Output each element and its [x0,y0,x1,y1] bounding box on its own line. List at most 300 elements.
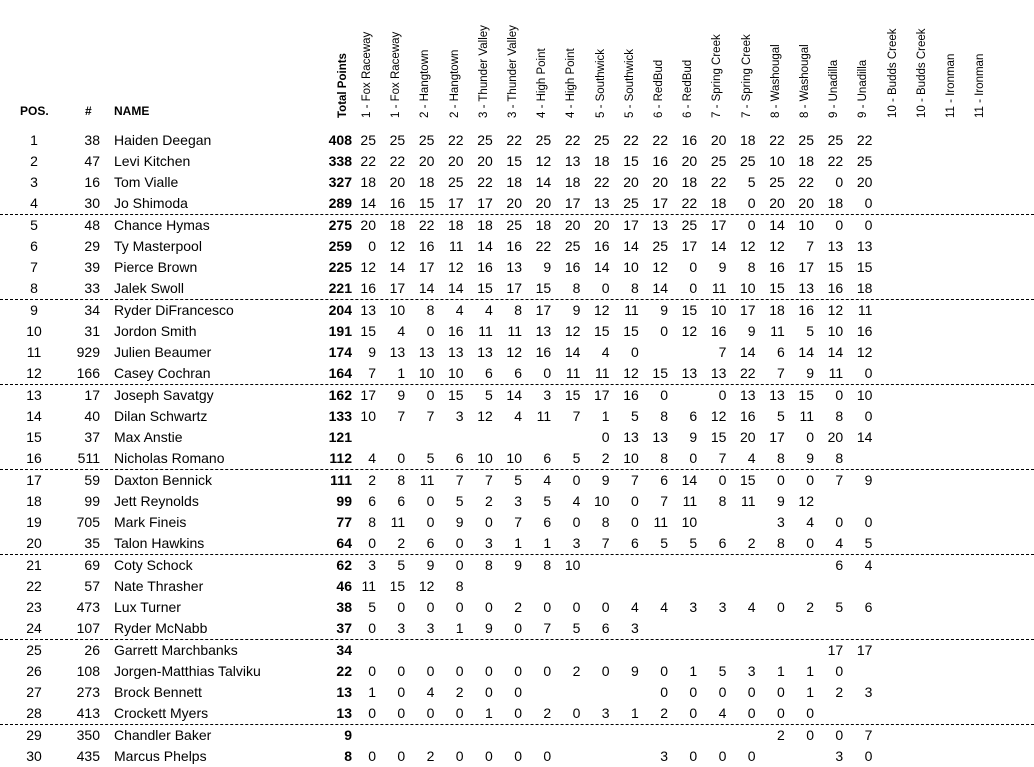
moto-score-cell: 9 [864,472,873,488]
position-cell: 24 [26,620,42,636]
position-cell: 26 [26,663,42,679]
moto-score-cell: 3 [485,535,493,551]
total-points-cell: 289 [328,195,352,211]
moto-score-cell: 6 [426,535,435,551]
rider-name-cell: Mark Fineis [114,514,187,530]
round-header: 2 - Hangtown [448,49,461,118]
moto-score-cell: 9 [455,514,464,530]
round-header: 8 - Washougal [769,44,782,118]
moto-score-cell: 0 [660,663,668,679]
moto-score-cell: 8 [572,280,581,296]
moto-score-cell: 17 [623,217,639,233]
moto-score-cell: 11 [565,365,581,381]
moto-score-cell: 0 [718,387,727,403]
moto-score-cell: 25 [827,132,844,148]
moto-score-cell: 16 [389,195,406,211]
moto-score-cell: 13 [827,238,844,254]
moto-score-cell: 20 [535,195,552,211]
moto-score-cell: 10 [477,450,493,466]
moto-score-cell: 0 [485,684,493,700]
moto-score-cell: 15 [389,578,406,594]
rider-number-cell: 59 [84,472,100,488]
round-header: 7 - Spring Creek [711,34,724,118]
moto-score-cell: 20 [477,153,493,169]
moto-score-cell: 9 [368,344,376,360]
moto-score-cell: 0 [660,323,668,339]
rider-name-cell: Jett Reynolds [114,493,199,509]
table-row [0,321,1034,342]
moto-score-cell: 5 [572,450,581,466]
moto-score-cell: 25 [448,174,464,190]
moto-score-cell: 17 [856,642,873,658]
moto-score-cell: 17 [798,259,814,275]
moto-score-cell: 25 [564,238,581,254]
rider-number-cell: 29 [84,238,100,254]
moto-score-cell: 6 [397,493,406,509]
moto-score-cell: 1 [397,365,406,381]
moto-score-cell: 8 [718,493,727,509]
moto-score-cell: 1 [806,663,814,679]
rider-number-cell: 107 [76,620,100,636]
moto-score-cell: 12 [652,259,668,275]
moto-score-cell: 5 [806,323,814,339]
moto-score-cell: 20 [798,195,814,211]
round-header: 6 - RedBud [682,59,695,118]
moto-score-cell: 0 [572,599,581,615]
moto-score-cell: 16 [827,280,844,296]
table-row [0,151,1034,172]
moto-score-cell: 9 [631,663,639,679]
moto-score-cell: 15 [448,387,464,403]
total-points-cell: 408 [328,132,352,148]
moto-score-cell: 25 [652,238,668,254]
moto-score-cell: 8 [601,514,610,530]
moto-score-cell: 22 [360,153,376,169]
total-points-cell: 164 [328,365,352,381]
round-header: 5 - Southwick [594,48,607,118]
moto-score-cell: 1 [368,684,376,700]
moto-score-cell: 9 [747,323,756,339]
total-points-header: Total Points [337,53,349,118]
moto-score-cell: 12 [477,408,493,424]
moto-score-cell: 11 [711,280,727,296]
total-points-cell: 46 [336,578,352,594]
round-header: 1 - Fox Raceway [361,31,373,118]
moto-score-cell: 17 [594,387,610,403]
moto-score-cell: 4 [660,599,668,615]
position-cell: 22 [26,578,42,594]
moto-score-cell: 14 [710,238,727,254]
moto-score-cell: 12 [856,344,873,360]
moto-score-cell: 15 [827,259,844,275]
rider-name-cell: Marcus Phelps [114,748,207,764]
moto-score-cell: 9 [426,557,435,573]
rider-name-cell: Casey Cochran [114,365,211,381]
moto-score-cell: 0 [397,684,406,700]
table-row [0,257,1034,278]
moto-score-cell: 16 [652,153,668,169]
total-points-cell: 13 [336,684,352,700]
moto-score-cell: 4 [601,344,610,360]
moto-score-cell: 25 [769,174,785,190]
rider-number-cell: 30 [84,195,100,211]
name-header: NAME [114,104,150,118]
moto-score-cell: 8 [397,472,406,488]
rider-number-cell: 37 [84,429,100,445]
moto-score-cell: 25 [681,217,698,233]
moto-score-cell: 11 [770,323,785,339]
position-cell: 7 [30,259,38,275]
table-row [0,703,1034,725]
moto-score-cell: 0 [514,620,522,636]
moto-score-cell: 4 [426,684,435,700]
moto-score-cell: 0 [835,514,844,530]
moto-score-cell: 6 [485,365,493,381]
moto-score-cell: 3 [368,557,376,573]
moto-score-cell: 0 [514,684,522,700]
moto-score-cell: 16 [798,302,814,318]
total-points-cell: 9 [344,727,352,743]
moto-score-cell: 20 [652,174,668,190]
moto-score-cell: 6 [864,599,873,615]
moto-score-cell: 18 [448,217,464,233]
table-row [0,725,1034,746]
rider-name-cell: Coty Schock [114,557,193,573]
position-cell: 11 [26,344,42,360]
moto-score-cell: 0 [368,705,376,721]
moto-score-cell: 2 [835,684,844,700]
moto-score-cell: 20 [623,174,639,190]
moto-score-cell: 5 [689,535,698,551]
rider-number-cell: 31 [84,323,100,339]
moto-score-cell: 15 [710,429,727,445]
moto-score-cell: 12 [594,302,610,318]
moto-score-cell: 8 [777,450,785,466]
rider-number-cell: 33 [84,280,100,296]
total-points-cell: 8 [344,748,352,764]
moto-score-cell: 0 [864,408,873,424]
round-header: 9 - Unadilla [828,59,841,118]
moto-score-cell: 8 [631,280,639,296]
position-cell: 4 [30,195,38,211]
moto-score-cell: 0 [514,663,522,679]
moto-score-cell: 2 [485,493,493,509]
position-cell: 14 [26,408,42,424]
moto-score-cell: 3 [864,684,873,700]
rider-name-cell: Jorgen-Matthias Talviku [114,663,261,679]
moto-score-cell: 0 [806,727,814,743]
moto-score-cell: 22 [389,153,406,169]
moto-score-cell: 12 [740,238,756,254]
moto-score-cell: 25 [798,132,814,148]
moto-score-cell: 8 [777,535,785,551]
moto-score-cell: 3 [835,748,844,764]
moto-score-cell: 20 [360,217,376,233]
moto-score-cell: 2 [777,727,785,743]
rider-name-cell: Chance Hymas [114,217,210,233]
moto-score-cell: 14 [856,429,873,445]
rider-name-cell: Tom Vialle [114,174,179,190]
moto-score-cell: 22 [740,365,756,381]
moto-score-cell: 20 [506,195,522,211]
moto-score-cell: 20 [594,217,610,233]
moto-score-cell: 0 [747,217,756,233]
pos-header: POS. [20,104,49,118]
moto-score-cell: 12 [389,238,406,254]
round-header: 2 - Hangtown [419,49,432,118]
position-cell: 17 [26,472,42,488]
moto-score-cell: 17 [360,387,376,403]
moto-score-cell: 12 [798,493,814,509]
moto-score-cell: 14 [769,217,785,233]
moto-score-cell: 7 [485,472,493,488]
moto-score-cell: 14 [594,259,610,275]
moto-score-cell: 10 [798,217,814,233]
moto-score-cell: 4 [485,302,493,318]
table-row [0,342,1034,363]
rider-number-cell: 35 [84,535,100,551]
moto-score-cell: 7 [806,238,814,254]
moto-score-cell: 0 [455,599,464,615]
moto-score-cell: 0 [485,663,493,679]
moto-score-cell: 1 [777,663,785,679]
moto-score-cell: 7 [543,620,552,636]
moto-score-cell: 11 [799,408,814,424]
moto-score-cell: 3 [572,535,581,551]
table-row [0,427,1034,448]
moto-score-cell: 1 [806,684,814,700]
moto-score-cell: 15 [623,323,639,339]
position-cell: 2 [30,153,38,169]
moto-score-cell: 0 [368,535,376,551]
moto-score-cell: 22 [798,174,814,190]
moto-score-cell: 7 [397,408,406,424]
moto-score-cell: 0 [426,323,435,339]
moto-score-cell: 0 [397,450,406,466]
total-points-cell: 133 [328,408,352,424]
table-row [0,215,1034,236]
moto-score-cell: 20 [710,132,727,148]
moto-score-cell: 14 [535,174,552,190]
rider-number-cell: 38 [84,132,100,148]
moto-score-cell: 20 [564,217,581,233]
moto-score-cell: 11 [536,408,552,424]
table-row [0,512,1034,533]
moto-score-cell: 10 [418,365,435,381]
moto-score-cell: 4 [368,450,376,466]
moto-score-cell: 0 [397,599,406,615]
rider-number-cell: 350 [76,727,100,743]
moto-score-cell: 4 [455,302,464,318]
moto-score-cell: 22 [710,174,727,190]
rider-number-cell: 57 [84,578,100,594]
moto-score-cell: 8 [514,302,522,318]
position-cell: 21 [26,557,42,573]
moto-score-cell: 6 [777,344,785,360]
total-points-cell: 111 [330,472,352,488]
total-points-cell: 112 [329,450,352,466]
moto-score-cell: 0 [368,748,376,764]
position-cell: 12 [26,365,42,381]
table-row [0,661,1034,682]
moto-score-cell: 22 [535,238,552,254]
moto-score-cell: 18 [594,153,610,169]
rider-name-cell: Nate Thrasher [114,578,204,594]
moto-score-cell: 3 [426,620,435,636]
moto-score-cell: 0 [747,684,756,700]
moto-score-cell: 22 [827,153,844,169]
moto-score-cell: 13 [360,302,376,318]
moto-score-cell: 4 [514,408,522,424]
rider-name-cell: Daxton Bennick [114,472,213,488]
rider-number-cell: 39 [84,259,100,275]
moto-score-cell: 8 [660,450,668,466]
moto-score-cell: 0 [835,387,844,403]
moto-score-cell: 10 [594,493,610,509]
moto-score-cell: 13 [535,323,552,339]
rider-name-cell: Nicholas Romano [114,450,225,466]
moto-score-cell: 12 [506,344,522,360]
moto-score-cell: 11 [449,238,464,254]
moto-score-cell: 3 [455,408,464,424]
moto-score-cell: 0 [747,748,756,764]
position-cell: 8 [30,280,38,296]
moto-score-cell: 17 [564,195,581,211]
moto-score-cell: 25 [594,132,610,148]
total-points-cell: 225 [328,259,352,275]
moto-score-cell: 7 [864,727,873,743]
moto-score-cell: 5 [368,599,376,615]
moto-score-cell: 14 [740,344,756,360]
moto-score-cell: 4 [747,599,756,615]
moto-score-cell: 9 [806,365,814,381]
table-row [0,406,1034,427]
moto-score-cell: 25 [740,153,756,169]
moto-score-cell: 11 [361,578,376,594]
position-cell: 29 [26,727,42,743]
table-row [0,385,1034,406]
moto-score-cell: 13 [769,387,785,403]
moto-score-cell: 11 [653,514,668,530]
moto-score-cell: 18 [856,280,873,296]
moto-score-cell: 3 [747,663,756,679]
moto-score-cell: 10 [506,450,522,466]
moto-score-cell: 13 [652,429,668,445]
moto-score-cell: 17 [418,259,435,275]
moto-score-cell: 7 [777,365,785,381]
moto-score-cell: 7 [631,472,639,488]
position-cell: 6 [30,238,38,254]
moto-score-cell: 15 [477,280,493,296]
moto-score-cell: 6 [718,535,727,551]
moto-score-cell: 16 [710,323,727,339]
moto-score-cell: 0 [543,748,552,764]
round-header: 6 - RedBud [653,59,665,118]
moto-score-cell: 16 [740,408,756,424]
rider-number-cell: 47 [84,153,100,169]
moto-score-cell: 0 [426,387,435,403]
moto-score-cell: 0 [864,748,873,764]
moto-score-cell: 22 [623,132,639,148]
standings-table [0,130,1034,767]
moto-score-cell: 12 [564,323,581,339]
moto-score-cell: 9 [514,557,522,573]
rider-number-cell: 17 [84,387,100,403]
moto-score-cell: 0 [368,620,376,636]
position-cell: 16 [26,450,42,466]
total-points-cell: 99 [336,493,352,509]
moto-score-cell: 15 [418,195,435,211]
moto-score-cell: 0 [543,365,552,381]
table-row [0,491,1034,512]
total-points-cell: 259 [328,238,352,254]
moto-score-cell: 13 [448,344,464,360]
moto-score-cell: 5 [718,663,727,679]
moto-score-cell: 15 [652,365,668,381]
moto-score-cell: 12 [360,259,376,275]
moto-score-cell: 0 [455,705,464,721]
moto-score-cell: 14 [652,280,668,296]
moto-score-cell: 10 [623,259,639,275]
moto-score-cell: 0 [718,684,727,700]
moto-score-cell: 16 [564,259,581,275]
moto-score-cell: 3 [777,514,785,530]
moto-score-cell: 15 [564,387,581,403]
rider-number-cell: 99 [84,493,100,509]
moto-score-cell: 20 [418,153,435,169]
moto-score-cell: 10 [623,450,639,466]
moto-score-cell: 16 [681,132,698,148]
moto-score-cell: 6 [543,514,552,530]
moto-score-cell: 2 [543,705,552,721]
total-points-cell: 121 [328,429,352,445]
moto-score-cell: 0 [455,663,464,679]
moto-score-cell: 5 [747,174,756,190]
moto-score-cell: 0 [455,535,464,551]
position-cell: 18 [26,493,42,509]
moto-score-cell: 7 [660,493,668,509]
moto-score-cell: 17 [652,195,668,211]
moto-score-cell: 22 [652,132,668,148]
round-header: 9 - Unadilla [857,59,870,118]
rider-name-cell: Julien Beaumer [114,344,212,360]
moto-score-cell: 0 [747,705,756,721]
moto-score-cell: 5 [426,450,435,466]
moto-score-cell: 10 [856,387,873,403]
moto-score-cell: 0 [631,514,639,530]
position-cell: 25 [26,642,42,658]
moto-score-cell: 15 [360,323,376,339]
moto-score-cell: 12 [769,238,785,254]
position-cell: 28 [26,705,42,721]
moto-score-cell: 9 [777,493,785,509]
moto-score-cell: 4 [864,557,873,573]
total-points-cell: 327 [328,174,352,190]
moto-score-cell: 0 [689,450,698,466]
rider-name-cell: Levi Kitchen [114,153,191,169]
round-header: 7 - Spring Creek [740,34,753,118]
moto-score-cell: 8 [485,557,493,573]
moto-score-cell: 3 [543,387,552,403]
moto-score-cell: 12 [681,323,698,339]
moto-score-cell: 5 [631,408,639,424]
total-points-cell: 191 [328,323,352,339]
moto-score-cell: 0 [689,705,698,721]
moto-score-cell: 17 [389,280,406,296]
moto-score-cell: 7 [455,472,464,488]
moto-score-cell: 5 [485,387,493,403]
moto-score-cell: 17 [710,217,727,233]
